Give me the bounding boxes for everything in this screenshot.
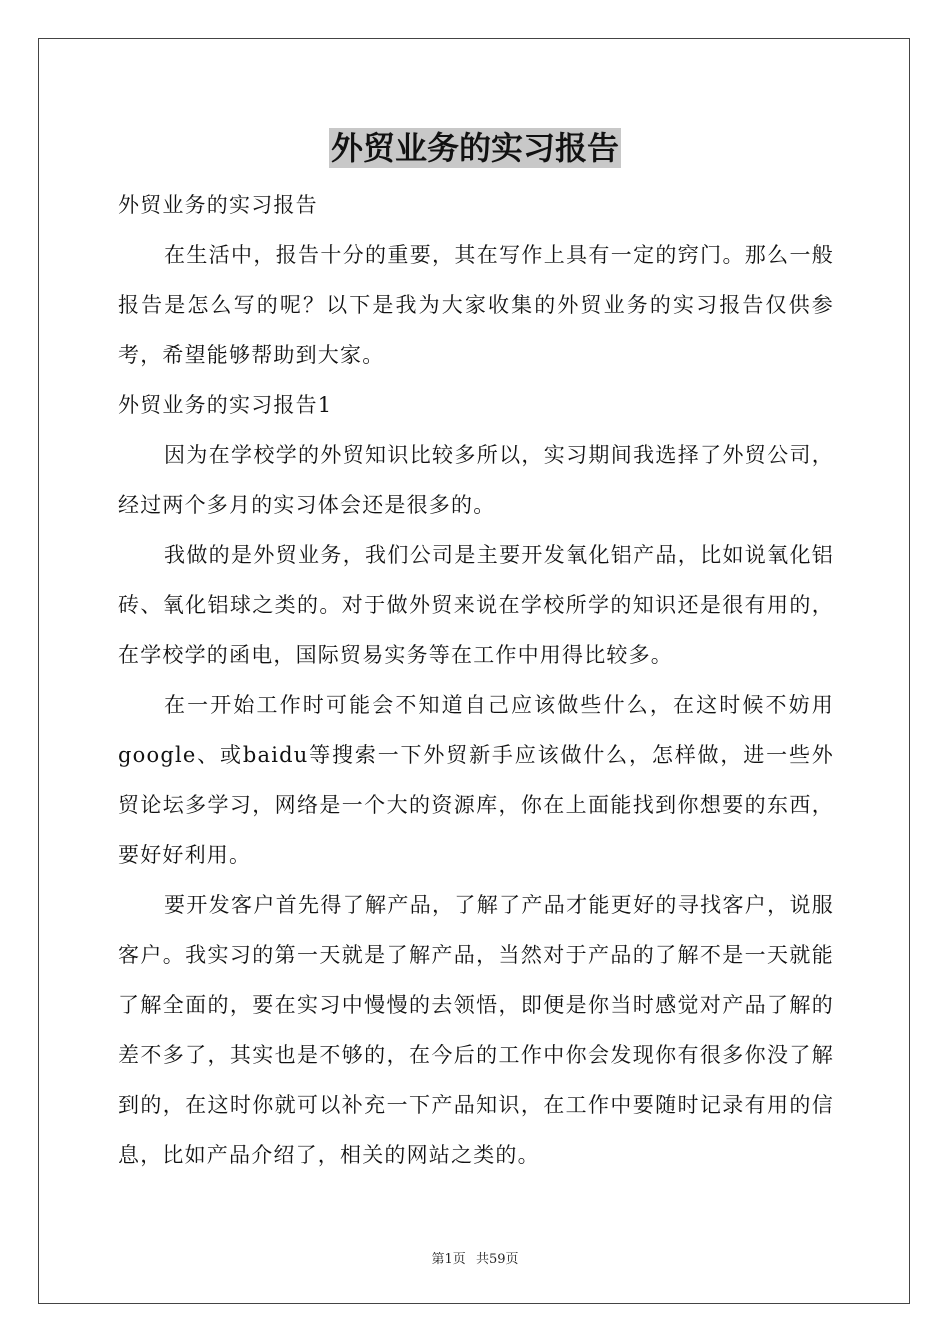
document-subtitle: 外贸业务的实习报告	[118, 193, 318, 217]
document-body	[118, 180, 834, 1180]
body-paragraph-4: 要开发客户首先得了解产品，了解了产品才能更好的寻找客户，说服客户。我实习的第一天就是了解产品，当然对于产品的了解不是一天就能了解全面的，要在实习中慢慢的去领悟，即便是你当时感觉对产品了解的差不多了，其实也是不够的，在今后的工作中你会发现你有很多你没了解到的，在这时你就可以补充一下产品知识，在工作中要随时记录有用的信息，比如产品介绍了，相关的网站之类的。	[118, 893, 834, 1167]
intro-paragraph: 在生活中，报告十分的重要，其在写作上具有一定的窍门。那么一般报告是怎么写的呢？以下是我为大家收集的外贸业务的实习报告仅供参考，希望能够帮助到大家。	[118, 243, 834, 367]
page-number: 第1页	[431, 1252, 466, 1267]
body-paragraph-3: 在一开始工作时可能会不知道自己应该做些什么，在这时候不妨用google、或baidu等搜索一下外贸新手应该做什么，怎样做，进一些外贸论坛多学习，网络是一个大的资源库，你在上面能找到你想要的东西，要好好利用。	[118, 693, 834, 867]
title-container	[0, 128, 950, 168]
body-paragraph-1: 因为在学校学的外贸知识比较多所以，实习期间我选择了外贸公司，经过两个多月的实习体会还是很多的。	[118, 443, 834, 517]
total-pages: 共59页	[475, 1252, 519, 1267]
page-footer	[0, 1248, 950, 1267]
body-paragraph-2: 我做的是外贸业务，我们公司是主要开发氧化铝产品，比如说氧化铝砖、氧化铝球之类的。对于做外贸来说在学校所学的知识还是很有用的，在学校学的函电，国际贸易实务等在工作中用得比较多。	[118, 543, 834, 667]
document-title: 外贸业务的实习报告	[330, 129, 619, 167]
section-heading: 外贸业务的实习报告1	[118, 393, 333, 417]
